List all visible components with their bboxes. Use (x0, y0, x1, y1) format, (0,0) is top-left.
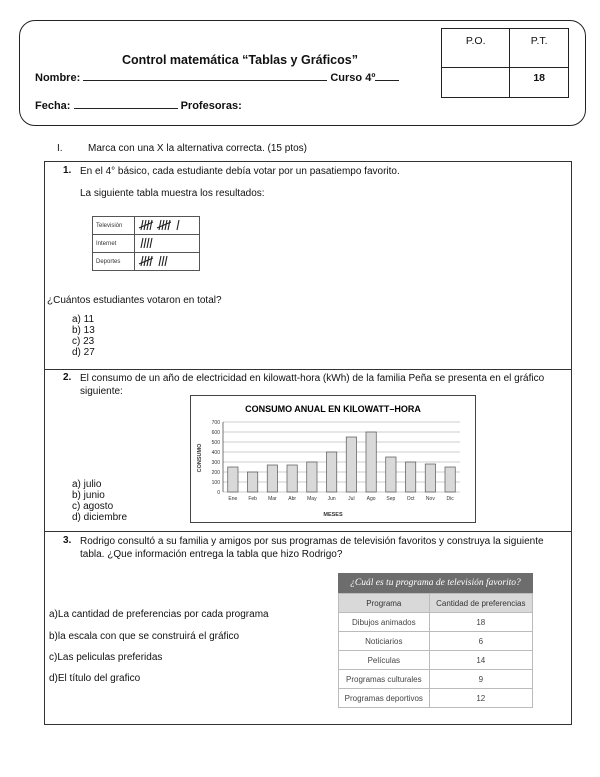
fecha-field[interactable] (74, 98, 178, 109)
chart-x-tick-label: Ene (228, 496, 238, 502)
nombre-row: Nombre: Curso 4º (35, 70, 399, 84)
nombre-field[interactable] (83, 70, 327, 81)
tally-table (92, 216, 200, 271)
q3-option-c[interactable]: c)Las peliculas preferidas (49, 652, 163, 663)
chart-bar-sep (386, 457, 396, 492)
chart-x-tick-label: Nov (425, 496, 435, 502)
divider-q1-q2 (44, 369, 572, 370)
tally-marks-deportes (135, 253, 200, 271)
chart-y-tick-label: 400 (211, 449, 220, 456)
tally-stroke (141, 220, 143, 230)
q2-text-line1: El consumo de un año de electricidad en kilowatt-hora (kWh) de la familia Peña se presenta en el gráfico (80, 373, 545, 384)
preferences-header-programa: Programa (339, 594, 430, 613)
chart-y-tick-label: 0 (217, 489, 220, 496)
q1-number: 1. (63, 165, 72, 176)
chart-x-tick-label: Sep (386, 496, 396, 502)
table-row (339, 632, 533, 651)
q3-text-line1: Rodrigo consultó a su familia y amigos por sus programas de televisión favoritos y construya la siguiente (80, 536, 544, 547)
chart-title: CONSUMO ANUAL EN KILOWATT–HORA (245, 404, 421, 414)
tally-label: Deportes (93, 253, 135, 271)
chart-ylabel: CONSUMO (197, 443, 203, 473)
q3-option-a[interactable]: a)La cantidad de preferencias por cada programa (49, 609, 269, 620)
chart-y-tick-label: 100 (211, 479, 220, 486)
score-table (441, 28, 569, 98)
tally-stroke (141, 256, 143, 266)
profesoras-label: Profesoras: (180, 100, 242, 112)
q3-number: 3. (63, 535, 72, 546)
tally-stroke (141, 238, 143, 248)
chart-bar-may (307, 462, 317, 492)
q2-number: 2. (63, 372, 72, 383)
q1-option-a[interactable]: a) 11 (72, 314, 95, 325)
chart-x-tick-label: Jul (348, 496, 355, 502)
q1-subtext: La siguiente tabla muestra los resultados: (80, 188, 265, 199)
q1-text: En el 4° básico, cada estudiante debía votar por un pasatiempo favorito. (80, 166, 400, 177)
program-count: 9 (429, 670, 532, 689)
pt-value: 18 (510, 68, 569, 98)
table-row (339, 613, 533, 632)
chart-bar-ene (228, 467, 238, 492)
q2-option-b[interactable]: b) junio (72, 490, 105, 501)
program-count: 6 (429, 632, 532, 651)
tally-stroke (159, 220, 161, 230)
tally-label: Internet (93, 235, 135, 253)
preferences-table (338, 573, 533, 708)
curso-field[interactable] (375, 70, 399, 81)
table-row (339, 689, 533, 708)
po-value-cell[interactable] (442, 68, 510, 98)
q1-question: ¿Cuántos estudiantes votaron en total? (47, 295, 222, 306)
q2-option-c[interactable]: c) agosto (72, 501, 114, 512)
program-name: Dibujos animados (339, 613, 430, 632)
q1-option-b[interactable]: b) 13 (72, 325, 95, 336)
preferences-header-row (339, 594, 533, 613)
chart-x-tick-label: Ago (366, 496, 376, 502)
q1-option-d[interactable]: d) 27 (72, 347, 95, 358)
chart-x-tick-label: Mar (268, 496, 277, 502)
chart-y-tick-label: 200 (211, 469, 220, 476)
fecha-label: Fecha (35, 100, 67, 112)
tally-marks-internet (135, 235, 200, 253)
program-count: 12 (429, 689, 532, 708)
program-name: Noticiarios (339, 632, 430, 651)
divider-q2-q3 (44, 531, 572, 532)
program-name: Programas deportivos (339, 689, 430, 708)
tally-row (93, 235, 200, 253)
chart-bar-mar (267, 465, 277, 492)
tally-row (93, 253, 200, 271)
q2-option-d[interactable]: d) diciembre (72, 512, 128, 523)
tally-stroke (147, 238, 149, 248)
q3-text-line2: tabla. ¿Que información entrega la tabla que hizo Rodrigo? (80, 549, 343, 560)
tally-stroke (168, 220, 170, 230)
section-numeral: I. (57, 143, 63, 154)
chart-x-tick-label: Oct (406, 496, 415, 502)
po-label: P.O. (442, 29, 510, 68)
chart-bar-dic (445, 467, 455, 492)
chart-bar-jun (326, 452, 336, 492)
chart-xlabel: MESES (323, 512, 343, 518)
curso-label: Curso 4º (330, 72, 376, 84)
tally-marks-icon (137, 254, 197, 268)
table-row (339, 670, 533, 689)
tally-row (93, 217, 200, 235)
tally-stroke (150, 256, 152, 266)
table-row (339, 651, 533, 670)
chart-bar-oct (405, 462, 415, 492)
chart-y-tick-label: 500 (211, 439, 220, 446)
program-count: 18 (429, 613, 532, 632)
fecha-row: Fecha: Profesoras: (35, 100, 242, 112)
tally-stroke (144, 238, 146, 248)
program-count: 14 (429, 651, 532, 670)
chart-x-tick-label: Abr (288, 496, 297, 502)
document-title: Control matemática “Tablas y Gráficos” (122, 53, 358, 67)
chart-bar-nov (425, 464, 435, 492)
chart-y-tick-label: 700 (211, 419, 220, 426)
tally-marks-tv (135, 217, 200, 235)
chart-x-tick-label: Dic (446, 496, 454, 502)
q3-option-b[interactable]: b)la escala con que se construirá el gráfico (49, 631, 240, 642)
tally-stroke (150, 220, 152, 230)
q2-text-line2: siguiente: (80, 386, 123, 397)
chart-bar-jul (346, 437, 356, 492)
q1-option-c[interactable]: c) 23 (72, 336, 95, 347)
tally-stroke (159, 256, 161, 266)
chart-y-tick-label: 600 (211, 429, 220, 436)
chart-bar-ago (366, 432, 376, 492)
program-name: Programas culturales (339, 670, 430, 689)
section-instruction: Marca con una X la alternativa correcta. (15 ptos) (88, 143, 307, 154)
preferences-header-cantidad: Cantidad de preferencias (429, 594, 532, 613)
nombre-label: Nombre (35, 72, 77, 84)
consumption-bar-chart (190, 395, 476, 523)
pt-label: P.T. (510, 29, 569, 68)
tally-stroke (165, 256, 167, 266)
q3-option-d[interactable]: d)El título del grafico (49, 673, 141, 684)
preferences-table-title: ¿Cuál es tu programa de televisión favorito? (338, 573, 533, 593)
chart-x-tick-label: Feb (248, 496, 257, 502)
chart-x-tick-label: May (307, 496, 317, 502)
chart-bar-feb (247, 472, 257, 492)
tally-stroke (162, 256, 164, 266)
chart-x-tick-label: Jun (327, 496, 336, 502)
chart-y-tick-label: 300 (211, 459, 220, 466)
chart-bar-abr (287, 465, 297, 492)
tally-label: Televisión (93, 217, 135, 235)
q2-option-a[interactable]: a) julio (72, 479, 102, 490)
program-name: Películas (339, 651, 430, 670)
tally-stroke (150, 238, 152, 248)
tally-marks-icon (137, 236, 197, 250)
tally-marks-icon (137, 218, 197, 232)
tally-stroke (177, 220, 179, 230)
